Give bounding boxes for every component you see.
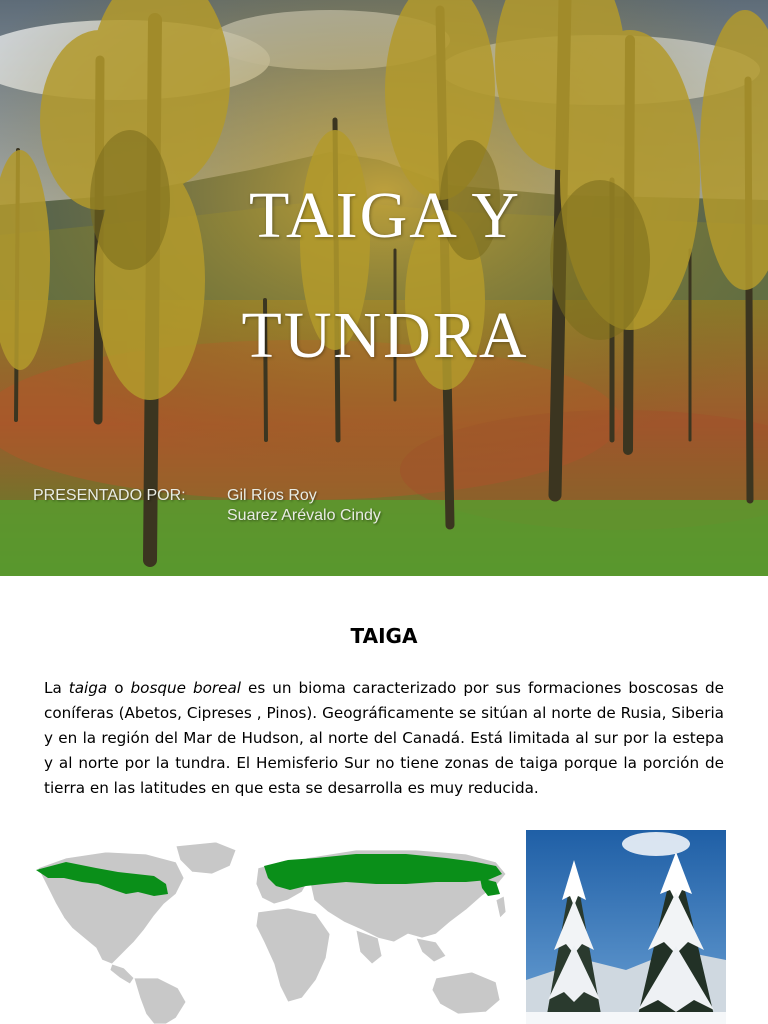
snowy-trees-icon: [526, 830, 726, 1024]
snowy-fir-trees-photo: [526, 830, 726, 1024]
cover-title-line1: TAIGA Y: [248, 179, 522, 252]
world-map-icon: [26, 838, 512, 1024]
cover-title: [160, 156, 610, 396]
world-map-taiga-distribution: [26, 838, 512, 1024]
presenter-name: Gil Ríos Roy: [227, 487, 317, 504]
slide-heading: TAIGA: [350, 624, 418, 648]
cover-title-line2: TUNDRA: [241, 299, 529, 372]
presenter-name: Suarez Arévalo Cindy: [227, 507, 381, 524]
taiga-description: La taiga o bosque boreal es un bioma caracterizado por sus formaciones boscosas de coníferas (Abetos, Cipreses , Pinos). Geográficamente se sitúan al norte de Rusia, Siberia y en la región del Mar de Hudson, al norte del Canadá. Está limitada al sur por la estepa y al norte por la tundra. El Hemisferio Sur no tiene zonas de taiga porque la porción de tierra en las latitudes en que esta se desarrolla es muy reducida.: [44, 679, 725, 797]
taiga-slide: [0, 576, 768, 1024]
presenters-block: [33, 486, 381, 526]
presented-by-label: PRESENTADO POR:: [33, 487, 186, 504]
